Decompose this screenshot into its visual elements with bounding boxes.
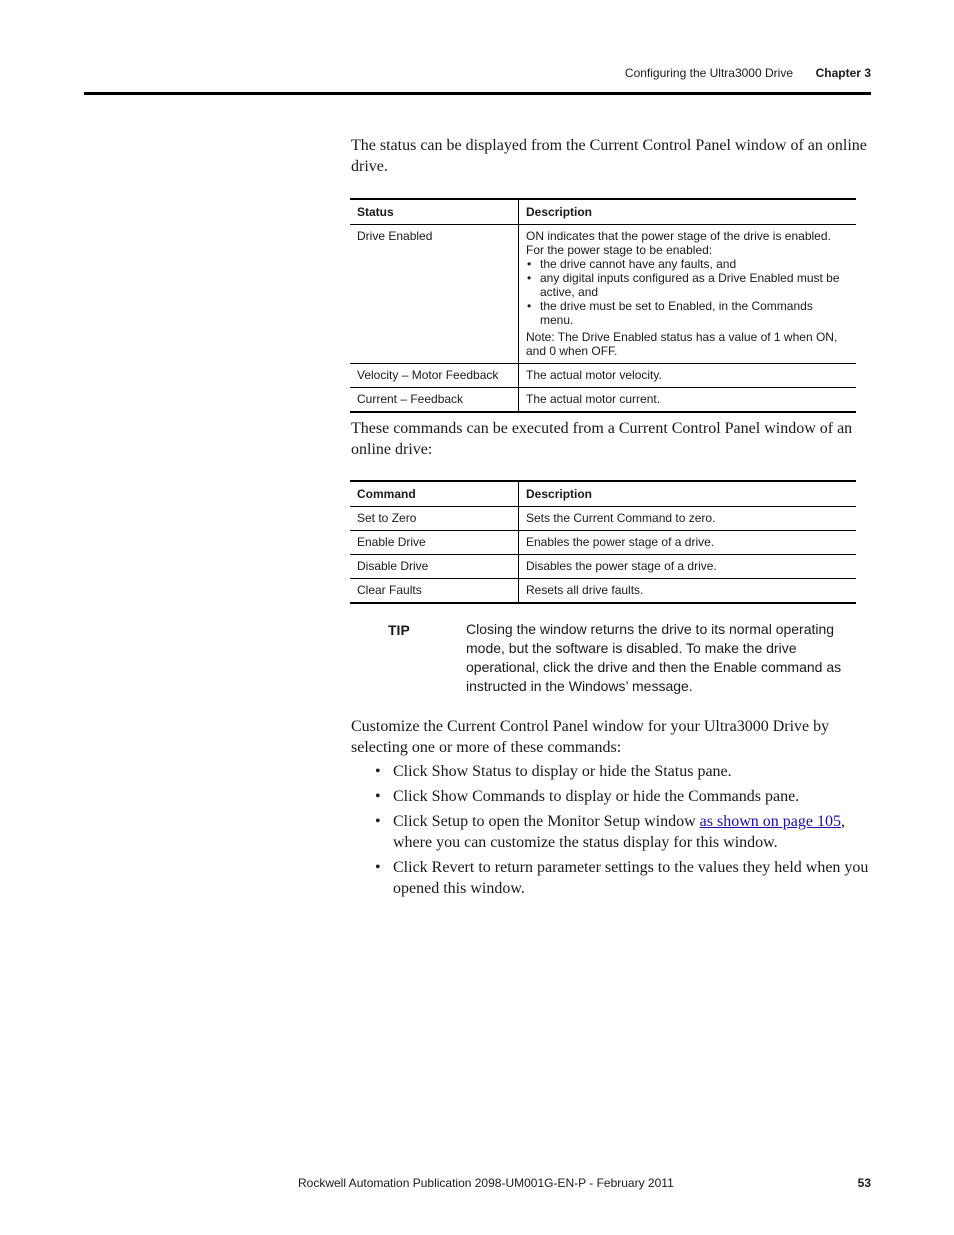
setup-text-before: Click Setup to open the Monitor Setup window bbox=[393, 813, 700, 830]
table-row bbox=[350, 555, 856, 579]
publication-info: Rockwell Automation Publication 2098-UM001G-EN-P - February 2011 bbox=[298, 1176, 674, 1190]
list-item: • the drive must be set to Enabled, in the Commands menu. bbox=[526, 299, 849, 327]
table-row bbox=[350, 579, 856, 604]
table-row bbox=[350, 388, 856, 413]
list-item: • any digital inputs configured as a Drive Enabled must be active, and bbox=[526, 271, 849, 299]
status-cell: Drive Enabled bbox=[350, 225, 519, 364]
customize-command-list bbox=[351, 761, 871, 903]
page-105-link[interactable]: as shown on page 105 bbox=[699, 813, 841, 830]
command-cell: Set to Zero bbox=[350, 507, 519, 531]
section-title: Configuring the Ultra3000 Drive bbox=[624, 66, 793, 80]
description-cell: Enables the power stage of a drive. bbox=[519, 531, 857, 555]
commands-intro-paragraph: These commands can be executed from a Current Control Panel window of an online drive: bbox=[351, 420, 853, 458]
column-header-status: Status bbox=[350, 199, 519, 225]
description-cell bbox=[519, 225, 857, 364]
description-cell: Sets the Current Command to zero. bbox=[519, 507, 857, 531]
description-cell: The actual motor current. bbox=[519, 388, 857, 413]
list-item bbox=[351, 811, 871, 853]
tip-text: Closing the window returns the drive to its normal operating mode, but the software is disabled. To make the drive operational, click the drive and then the Enable command as instructed in the Windows’ message. bbox=[466, 621, 842, 694]
setup-text-after: , where you can customize the status display for this window. bbox=[393, 813, 845, 851]
customize-intro-paragraph: Customize the Current Control Panel window for your Ultra3000 Drive by selecting one or more of these commands: bbox=[351, 718, 830, 756]
list-item: • the drive cannot have any faults, and bbox=[526, 257, 849, 271]
status-table bbox=[350, 198, 856, 413]
condition-list bbox=[526, 257, 849, 327]
column-header-description: Description bbox=[519, 199, 857, 225]
table-row bbox=[350, 364, 856, 388]
command-table-header bbox=[350, 481, 856, 507]
table-row bbox=[350, 531, 856, 555]
status-cell: Velocity – Motor Feedback bbox=[350, 364, 519, 388]
list-item: • Click Show Commands to display or hide the Commands pane. bbox=[351, 786, 871, 807]
description-cell: Resets all drive faults. bbox=[519, 579, 857, 604]
status-intro-paragraph: The status can be displayed from the Current Control Panel window of an online drive. bbox=[351, 137, 867, 175]
command-cell: Disable Drive bbox=[350, 555, 519, 579]
description-intro: ON indicates that the power stage of the drive is enabled. For the power stage to be enabled: bbox=[526, 229, 831, 257]
column-header-command: Command bbox=[350, 481, 519, 507]
table-row bbox=[350, 507, 856, 531]
column-header-description: Description bbox=[519, 481, 857, 507]
command-cell: Clear Faults bbox=[350, 579, 519, 604]
status-table-header bbox=[350, 199, 856, 225]
description-cell: The actual motor velocity. bbox=[519, 364, 857, 388]
page-number: 53 bbox=[857, 1176, 871, 1190]
description-cell: Disables the power stage of a drive. bbox=[519, 555, 857, 579]
chapter-label: Chapter 3 bbox=[815, 66, 871, 80]
list-item: • Click Revert to return parameter settings to the values they held when you opened this window. bbox=[351, 857, 871, 899]
status-cell: Current – Feedback bbox=[350, 388, 519, 413]
list-item: • Click Show Status to display or hide the Status pane. bbox=[351, 761, 871, 782]
page-header bbox=[84, 66, 871, 95]
command-cell: Enable Drive bbox=[350, 531, 519, 555]
command-table bbox=[350, 480, 856, 604]
tip-label: TIP bbox=[388, 622, 410, 638]
table-row bbox=[350, 225, 856, 364]
status-note: Note: The Drive Enabled status has a value of 1 when ON, and 0 when OFF. bbox=[526, 330, 838, 358]
